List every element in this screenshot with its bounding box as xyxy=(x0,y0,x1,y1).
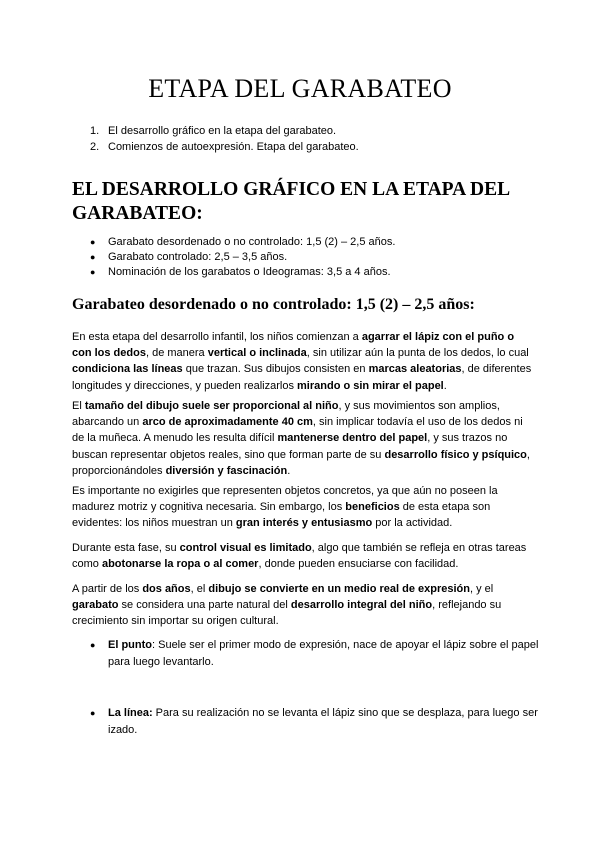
text-span: Durante esta fase, su xyxy=(72,542,180,554)
text-span: . xyxy=(287,464,291,477)
list-item-text xyxy=(108,705,540,738)
text-span: , de diferentes longitudes y direcciones, y pueden realizarlos xyxy=(72,363,532,392)
bullet-icon: ● xyxy=(90,267,96,278)
bold-text: diversión y fascinación xyxy=(165,464,288,477)
paragraph-1 xyxy=(72,329,534,394)
bold-text: condiciona las líneas xyxy=(72,363,183,376)
bold-text: beneficios xyxy=(345,501,400,514)
toc-number: 1. xyxy=(90,125,100,137)
text-span: de esta etapa son evidentes: los niños muestran un xyxy=(72,501,491,530)
text-span: . xyxy=(443,379,447,392)
text-span: por la actividad. xyxy=(372,517,453,530)
text-span: , donde pueden ensuciarse con facilidad. xyxy=(258,558,459,571)
bold-text: El punto xyxy=(108,639,152,651)
list-item xyxy=(90,250,395,265)
bold-text: abotonarse la ropa o al comer xyxy=(101,558,259,571)
bold-text: agarrar el lápiz con el puño o con los dedos xyxy=(72,331,515,360)
list-item-point xyxy=(90,637,540,670)
paragraph-2 xyxy=(72,398,534,479)
text-span: que trazan. Sus dibujos consisten en xyxy=(182,363,369,376)
subsection-heading: Garabateo desordenado o no controlado: 1,5 (2) – 2,5 años: xyxy=(72,296,475,313)
toc-item xyxy=(90,140,359,156)
text-span: , reflejando su crecimiento sin importar su origen cultural. xyxy=(72,599,502,628)
toc-number: 2. xyxy=(90,140,100,153)
text-span: , sin implicar todavía el uso de los dedos ni de la muñeca. A menudo les resulta difícil xyxy=(72,416,523,445)
paragraph-4 xyxy=(72,540,534,572)
text-span: , proporcionándoles xyxy=(72,448,530,477)
bold-text: vertical o inclinada xyxy=(207,347,307,360)
list-item xyxy=(90,235,395,250)
document-title: ETAPA DEL GARABATEO xyxy=(148,74,452,103)
bold-text: mantenerse dentro del papel xyxy=(277,432,428,445)
toc-text: El desarrollo gráfico en la etapa del garabateo. xyxy=(108,125,337,137)
text-span: Para su realización no se levanta el lápiz sino que se desplaza, para luego ser izado. xyxy=(108,707,538,736)
text-span: , y sus trazos no buscan representar objetos reales, sino que forman parte de su xyxy=(72,432,508,461)
toc-item xyxy=(90,124,359,140)
bullet-icon: ● xyxy=(90,708,96,718)
bold-text: gran interés y entusiasmo xyxy=(235,517,373,530)
bold-text: garabato xyxy=(72,599,119,612)
bold-text: tamaño del dibujo suele ser proporcional al niño xyxy=(84,400,339,412)
list-item-text: Nominación de los garabatos o Ideogramas: 3,5 a 4 años. xyxy=(108,266,391,279)
text-span: El xyxy=(72,400,85,412)
bold-text: desarrollo integral del niño xyxy=(290,599,433,612)
toc-text: Comienzos de autoexpresión. Etapa del garabateo. xyxy=(108,140,359,153)
list-item-text: Garabato desordenado o no controlado: 1,5 (2) – 2,5 años. xyxy=(108,236,396,248)
bold-text: La línea: xyxy=(108,707,153,719)
bold-text: desarrollo físico y psíquico xyxy=(384,448,527,461)
text-span: , el xyxy=(190,583,209,595)
bold-text: dos años xyxy=(142,583,191,595)
text-span: En esta etapa del desarrollo infantil, los niños comienzan a xyxy=(72,331,362,343)
paragraph-3 xyxy=(72,483,534,532)
text-span: , y sus movimientos son amplios, abarcando un xyxy=(72,400,500,429)
bullet-icon: ● xyxy=(90,640,96,650)
bullet-icon: ● xyxy=(90,237,96,247)
list-item-line xyxy=(90,705,540,738)
text-span: , y el xyxy=(470,583,494,595)
paragraph-5 xyxy=(72,581,534,630)
text-span: , de manera xyxy=(145,347,208,360)
table-of-contents xyxy=(90,124,359,155)
text-span: A partir de los xyxy=(72,583,143,595)
text-span: : Suele ser el primer modo de expresión, nace de apoyar el lápiz sobre el papel para luego levantarlo. xyxy=(108,639,539,668)
stage-list xyxy=(90,235,395,281)
bold-text: arco de aproximadamente 40 cm xyxy=(142,416,313,429)
text-span: Es importante no exigirles que representen objetos concretos, ya que aún no poseen la madurez motriz y cognitiva necesaria. Sin embargo, los xyxy=(72,485,498,514)
bold-text: marcas aleatorias xyxy=(368,363,462,376)
bold-text: dibujo se convierte en un medio real de expresión xyxy=(208,583,470,595)
bold-text: mirando o sin mirar el papel xyxy=(297,379,444,392)
text-span: se considera una parte natural del xyxy=(118,599,291,612)
bullet-icon: ● xyxy=(90,252,96,263)
list-item xyxy=(90,265,395,280)
text-span: , algo que también se refleja en otras tareas como xyxy=(72,542,527,571)
list-item-text xyxy=(108,637,540,670)
section-heading: EL DESARROLLO GRÁFICO EN LA ETAPA DEL GARABATEO: xyxy=(72,179,510,224)
text-span: , sin utilizar aún la punta de los dedos, lo cual xyxy=(306,347,529,360)
list-item-text: Garabato controlado: 2,5 – 3,5 años. xyxy=(108,251,288,264)
bold-text: control visual es limitado xyxy=(179,542,312,554)
